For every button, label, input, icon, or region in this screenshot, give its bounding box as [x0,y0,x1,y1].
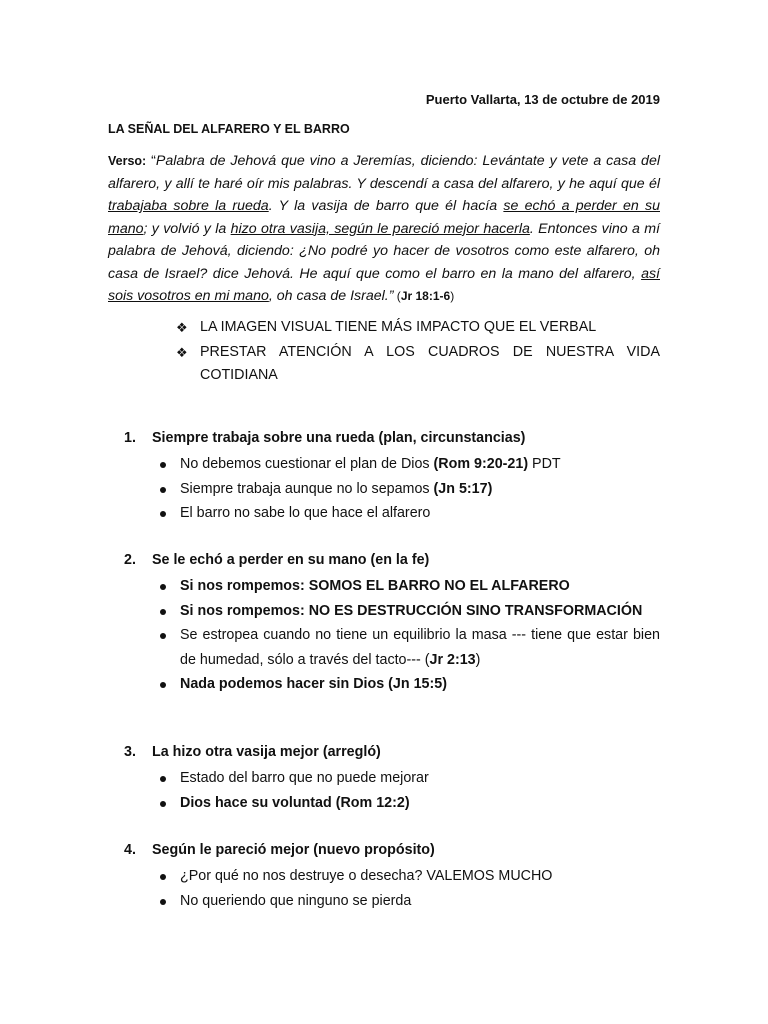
bullet-text: Siempre trabaja aunque no lo sepamos [180,480,434,497]
bullet-list [124,452,660,526]
bullet-reference: Jr 2:13 [429,651,476,668]
bullet-text: ¿Por qué no nos destruye o desecha? VALEMOS MUCHO [180,868,553,884]
section-heading-text: Siempre trabaja sobre una rueda (plan, circunstancias) [152,430,526,446]
section-2 [124,548,660,697]
section-1 [124,426,660,526]
bullet-text: Dios hace su voluntad (Rom 12:2) [180,794,410,811]
bullet-dot-icon [160,511,166,517]
bullet-text: Si nos rompemos: NO ES DESTRUCCIÓN SINO TRANSFORMACIÓN [180,602,643,619]
bullet-text: No queriendo que ninguno se pierda [180,892,412,909]
bullet-text: El barro no sabe lo que hace el alfarero [180,505,431,521]
bullet-text: Se estropea cuando no tiene un equilibrio la masa --- tiene que estar bien de humedad, sólo a través del tacto--- ( [180,627,660,668]
document-date: Puerto Vallarta, 13 de octubre de 2019 [425,92,660,107]
section-number: 1. [124,430,136,446]
verse-ref-open: ( [393,289,401,303]
diamond-bullet-icon: ❖ [176,320,188,335]
verse-paragraph [108,150,660,308]
verse-underline-3: hizo otra vasija, según le pareció mejor hacerla [230,220,530,237]
bullet-dot-icon [160,609,166,615]
section-number: 3. [124,744,136,760]
section-4 [124,838,660,913]
list-item [124,791,660,816]
highlight-text-continued: COTIDIANA [200,367,278,383]
section-number: 4. [124,842,136,858]
list-item [124,452,660,477]
list-item [124,672,660,697]
verse-open-quote: “ [146,153,156,169]
verse-ref-close: ) [450,289,455,303]
verse-reference: Jr 18:1-6 [400,289,451,303]
list-item [124,889,660,914]
section-heading-text: Según le pareció mejor (nuevo propósito) [152,842,435,858]
verse-underline-2: se echó a perder en su mano [108,198,660,237]
bullet-text: Nada podemos hacer sin Dios (Jn 15:5) [180,676,447,692]
verse-text-3: ; y volvió y la [143,220,231,237]
section-heading [124,426,660,450]
highlight-text: LA IMAGEN VISUAL TIENE MÁS IMPACTO QUE EL VERBAL [200,319,597,335]
section-heading [124,548,660,572]
verse-underline-1: trabajaba sobre la rueda [108,198,269,214]
section-number: 2. [124,552,136,568]
list-item [124,477,660,502]
list-item [124,623,660,672]
bullet-dot-icon [160,462,166,468]
bullet-tail: ) [475,651,481,668]
bullet-dot-icon [160,899,166,905]
section-heading [124,740,660,764]
document-title: LA SEÑAL DEL ALFARERO Y EL BARRO [108,122,350,136]
list-item [124,766,660,791]
bullet-dot-icon [160,487,166,493]
bullet-text: Si nos rompemos: SOMOS EL BARRO NO EL ALFARERO [180,578,570,594]
highlight-item [176,341,660,387]
verse-underline-4: así sois vosotros en mi mano [108,265,660,304]
bullet-dot-icon [160,633,166,639]
bullet-reference: (Rom 9:20-21) [433,456,529,472]
bullet-reference: (Jn 5:17) [433,480,493,497]
highlight-text: PRESTAR ATENCIÓN A LOS CUADROS DE NUESTRA VIDA [200,344,660,360]
section-heading-text: La hizo otra vasija mejor (arregló) [152,744,381,760]
section-heading-text: Se le echó a perder en su mano (en la fe) [152,552,430,568]
bullet-dot-icon [160,874,166,880]
verse-text-2: . Y la vasija de barro que él hacía [268,198,504,214]
diamond-bullet-icon: ❖ [176,345,188,360]
section-3 [124,740,660,815]
bullet-dot-icon [160,801,166,807]
list-item [124,599,660,624]
verse-text-4: . Entonces vino a mí palabra de Jehová, diciendo: ¿No podré yo hacer de vosotros como este alfarero, oh casa de Israel? dice Jehová. He aquí que como el barro en la mano del alfarero, [108,220,660,282]
verse-label: Verso: [108,154,147,168]
bullet-text: Estado del barro que no puede mejorar [180,770,429,786]
list-item [124,864,660,889]
section-heading [124,838,660,862]
bullet-dot-icon [160,776,166,782]
highlight-list [176,316,660,389]
bullet-list [124,766,660,815]
bullet-text: No debemos cuestionar el plan de Dios [180,456,434,472]
list-item [124,574,660,599]
verse-text-1: Palabra de Jehová que vino a Jeremías, diciendo: Levántate y vete a casa del alfarero, y allí te haré oír mis palabras. Y descendí a casa del alfarero, y he aquí que él [108,153,660,192]
bullet-list [124,864,660,913]
list-item [124,501,660,526]
bullet-dot-icon [160,584,166,590]
verse-text-5: , oh casa de Israel.” [268,288,394,304]
bullet-dot-icon [160,682,166,688]
highlight-item [176,316,660,339]
bullet-list [124,574,660,697]
bullet-tail: PDT [528,456,561,472]
